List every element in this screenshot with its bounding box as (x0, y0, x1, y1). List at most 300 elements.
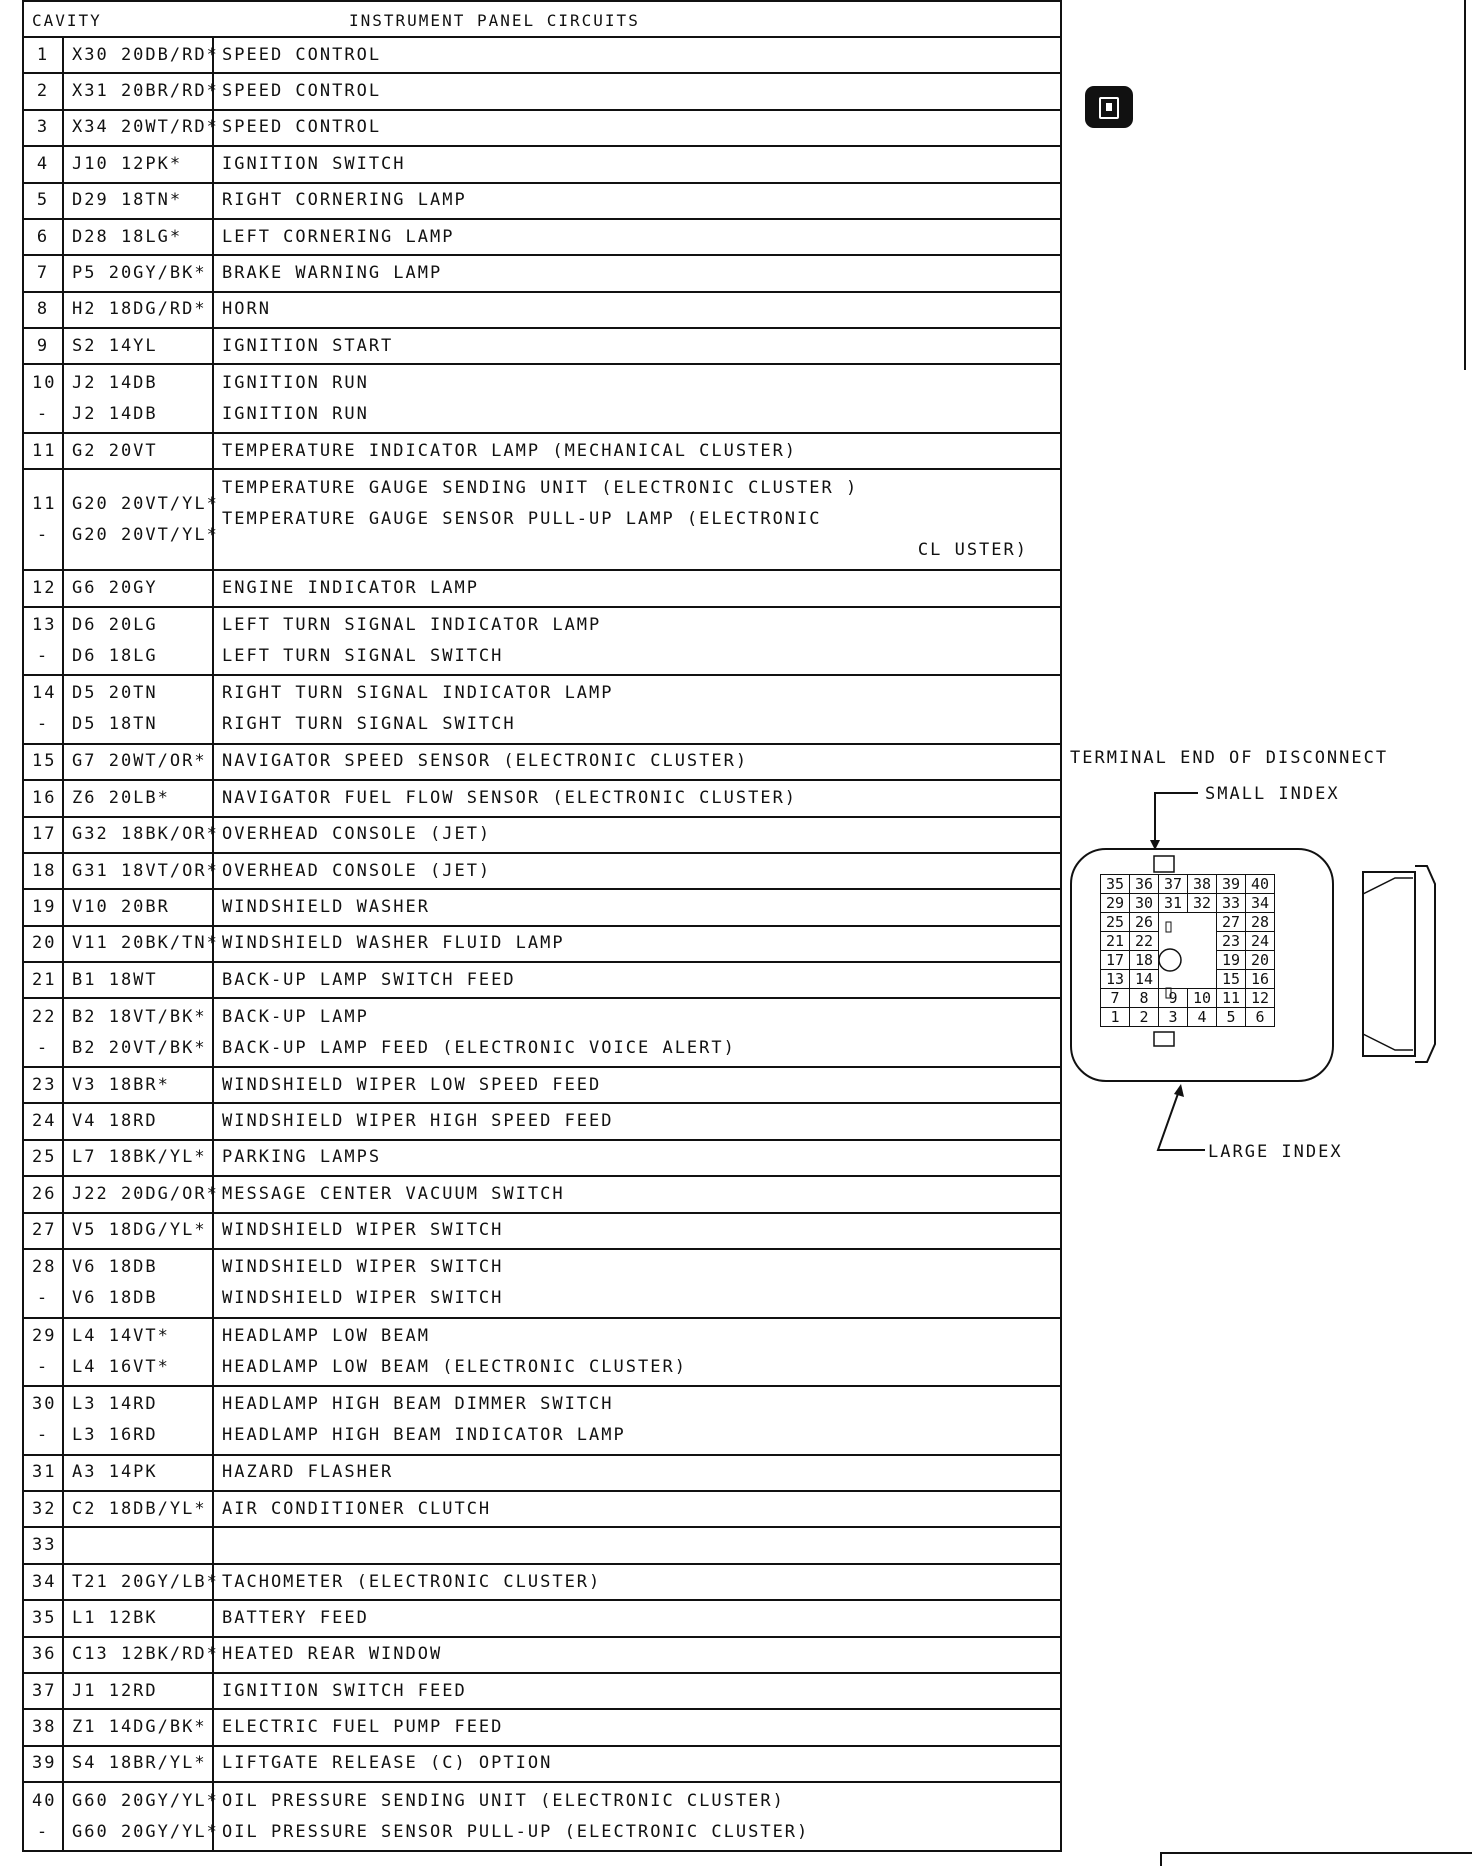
cavity-cell (23, 1067, 63, 1103)
cavity-line: 33 (32, 1535, 57, 1556)
wire-code-line: J1 12RD (72, 1680, 158, 1701)
circuit-description-line: NAVIGATOR SPEED SENSOR (ELECTRONIC CLUSTER) (222, 751, 749, 772)
table-row (23, 926, 1061, 962)
pin-cavity: 19 (1217, 951, 1246, 970)
wire-code-cell (63, 1318, 213, 1387)
pin-cavity: 14 (1130, 970, 1159, 989)
table-row (23, 433, 1061, 469)
wire-code-line: G20 20VT/YL* (72, 493, 219, 514)
pin-cavity: 35 (1101, 875, 1130, 894)
circuit-description-line: BACK-UP LAMP FEED (ELECTRONIC VOICE ALERT) (222, 1037, 736, 1058)
cavity-cell (23, 817, 63, 853)
wire-code-cell (63, 853, 219, 889)
large-index-label: LARGE INDEX (1208, 1142, 1343, 1162)
table-row (23, 1103, 1061, 1139)
cavity-line: 15 (32, 751, 57, 772)
circuit-description-cell (213, 433, 1061, 469)
wire-code-cell (63, 1213, 213, 1249)
diagram-title: TERMINAL END OF DISCONNECT (1070, 748, 1389, 768)
table-row (23, 37, 1061, 73)
table-row (23, 780, 1061, 816)
wire-code-cell (63, 1103, 213, 1139)
circuit-description-line: WINDSHIELD WASHER FLUID LAMP (222, 933, 565, 954)
wire-code-line: V10 20BR (72, 896, 170, 917)
table-row (23, 1637, 1061, 1673)
circuit-description-cell (213, 817, 1061, 853)
cavity-cell (23, 37, 63, 73)
cavity-cell (23, 1673, 63, 1709)
cavity-cell (23, 853, 63, 889)
wire-code-cell (63, 780, 213, 816)
wire-code-line: J2 14DB (72, 403, 158, 424)
wire-code-line: D29 18TN* (72, 190, 183, 211)
pin-cavity: 11 (1217, 989, 1246, 1008)
wire-code-line: C13 12BK/RD* (72, 1644, 219, 1665)
wire-code-line: C2 18DB/YL* (72, 1498, 207, 1519)
cavity-line: 22 (32, 1006, 57, 1027)
table-row (23, 183, 1061, 219)
table-row (23, 1709, 1061, 1745)
cavity-cell (23, 183, 63, 219)
table-row (23, 146, 1061, 182)
cavity-line: 4 (36, 153, 50, 174)
table-row (23, 570, 1061, 606)
cavity-cell (23, 292, 63, 328)
pin-cavity: 28 (1246, 913, 1275, 932)
table-row (23, 1213, 1061, 1249)
cavity-line: - (36, 403, 50, 424)
circuit-description-line: RIGHT TURN SIGNAL SWITCH (222, 714, 516, 735)
cavity-line: 36 (32, 1644, 57, 1665)
connector-side-view (1355, 864, 1465, 1064)
pin-cavity: 5 (1217, 1008, 1246, 1027)
cavity-line: 21 (32, 969, 57, 990)
pin-cavity: 7 (1101, 989, 1130, 1008)
wire-code-line: J2 14DB (72, 372, 158, 393)
circuit-description-line: LEFT CORNERING LAMP (222, 226, 455, 247)
wire-code-line: L3 16RD (72, 1425, 158, 1446)
circuit-description-cell (213, 570, 1061, 606)
cavity-cell (23, 1249, 63, 1318)
wire-code-cell (63, 1709, 213, 1745)
cavity-line: - (36, 524, 50, 545)
cavity-cell (23, 744, 63, 780)
circuit-description-line (222, 1531, 1052, 1561)
cavity-cell (23, 1564, 63, 1600)
pin-cavity: 24 (1246, 932, 1275, 951)
wire-code-line: J22 20DG/OR* (72, 1183, 219, 1204)
cavity-line: 8 (36, 299, 50, 320)
table-row (23, 110, 1061, 146)
wire-code-line: D5 20TN (72, 683, 158, 704)
table-row (23, 675, 1061, 744)
circuit-description-line: NAVIGATOR FUEL FLOW SENSOR (ELECTRONIC CLUSTER) (222, 787, 798, 808)
wire-code-cell (63, 1673, 213, 1709)
circuit-description-line: SPEED CONTROL (222, 117, 382, 138)
circuit-description-line: WINDSHIELD WIPER SWITCH (222, 1257, 504, 1278)
wire-code-line: S2 14YL (72, 335, 158, 356)
circuit-description-cell (213, 1782, 1061, 1851)
wire-code-cell (63, 1564, 219, 1600)
circuit-description-line: HEADLAMP HIGH BEAM DIMMER SWITCH (222, 1394, 614, 1415)
wire-code-line: X31 20BR/RD* (72, 81, 219, 102)
cavity-cell (23, 469, 63, 570)
wire-code-cell (63, 1746, 213, 1782)
circuit-description-cell (213, 1746, 1061, 1782)
circuit-description-cell (213, 1249, 1061, 1318)
circuit-description-line: BRAKE WARNING LAMP (222, 262, 443, 283)
wire-code-line: Z6 20LB* (72, 787, 170, 808)
cavity-line: - (36, 1288, 50, 1309)
circuit-description-line: IGNITION SWITCH FEED (222, 1680, 467, 1701)
circuit-description-line: HEATED REAR WINDOW (222, 1644, 443, 1665)
table-row (23, 607, 1061, 676)
circuit-description-cell (213, 889, 1061, 925)
wire-code-line: V6 18DB (72, 1288, 158, 1309)
circuit-description-line: TACHOMETER (ELECTRONIC CLUSTER) (222, 1571, 602, 1592)
table-row (23, 1600, 1061, 1636)
wire-code-line: G7 20WT/OR* (72, 751, 207, 772)
wire-code-cell (63, 1637, 219, 1673)
wire-code-cell (63, 926, 219, 962)
cavity-line: 11 (32, 440, 57, 461)
pin-cavity: 37 (1159, 875, 1188, 894)
wire-code-line: X34 20WT/RD* (72, 117, 219, 138)
circuit-description-cell (213, 1140, 1061, 1176)
circuit-description-line: OVERHEAD CONSOLE (JET) (222, 824, 492, 845)
pin-cavity: 39 (1217, 875, 1246, 894)
circuit-description-cell (213, 1673, 1061, 1709)
wire-code-line: V3 18BR* (72, 1074, 170, 1095)
cavity-line: 12 (32, 577, 57, 598)
pin-cavity: 23 (1217, 932, 1246, 951)
wire-code-cell (63, 744, 213, 780)
circuit-description-cell (213, 1318, 1061, 1387)
pin-cavity: 30 (1130, 894, 1159, 913)
table-title: INSTRUMENT PANEL CIRCUITS (349, 11, 640, 30)
circuit-description-line: WINDSHIELD WASHER (222, 896, 430, 917)
circuit-description-cell (213, 607, 1061, 676)
wire-code-line: S4 18BR/YL* (72, 1753, 207, 1774)
table-row (23, 817, 1061, 853)
cavity-line: 2 (36, 81, 50, 102)
wire-code-cell (63, 675, 213, 744)
cavity-line: 30 (32, 1394, 57, 1415)
cavity-cell (23, 1213, 63, 1249)
circuit-description-line: PARKING LAMPS (222, 1147, 382, 1168)
wire-code-line: B2 18VT/BK* (72, 1006, 207, 1027)
wire-code-line: G31 18VT/OR* (72, 860, 219, 881)
wire-code-line: V5 18DG/YL* (72, 1220, 207, 1241)
wire-code-cell (63, 1386, 213, 1455)
cavity-cell (23, 1600, 63, 1636)
cavity-cell (23, 926, 63, 962)
table-row (23, 1527, 1061, 1563)
instrument-panel-circuits-table (22, 0, 1062, 1852)
pin-cavity: 34 (1246, 894, 1275, 913)
cavity-cell (23, 889, 63, 925)
circuit-description-line: TEMPERATURE GAUGE SENSOR PULL-UP LAMP (ELECTRONIC (222, 509, 822, 530)
pin-cavity: 10 (1188, 989, 1217, 1008)
wire-code-line: D6 18LG (72, 645, 158, 666)
pin-cavity: 25 (1101, 913, 1130, 932)
circuit-description-cell (213, 1637, 1061, 1673)
cavity-line: 20 (32, 933, 57, 954)
cavity-cell (23, 1637, 63, 1673)
cavity-column-label: CAVITY (32, 11, 102, 30)
cavity-cell (23, 1103, 63, 1139)
pin-cavity: 4 (1188, 1008, 1217, 1027)
circuit-description-line: WINDSHIELD WIPER HIGH SPEED FEED (222, 1111, 614, 1132)
table-row (23, 1564, 1061, 1600)
wire-code-line: V6 18DB (72, 1257, 158, 1278)
circuit-description-line: LIFTGATE RELEASE (C) OPTION (222, 1753, 553, 1774)
pin-cavity: 15 (1217, 970, 1246, 989)
circuit-description-line: TEMPERATURE GAUGE SENDING UNIT (ELECTRONIC CLUSTER ) (222, 478, 859, 499)
cavity-line: 6 (36, 226, 50, 247)
cavity-line: - (36, 1037, 50, 1058)
wire-code-cell (63, 219, 213, 255)
wire-code-cell (63, 1455, 213, 1491)
wire-code-line: D6 20LG (72, 614, 158, 635)
wire-code-line: L4 16VT* (72, 1356, 170, 1377)
table-row (23, 962, 1061, 998)
wire-code-cell (63, 110, 219, 146)
pin-cavity: 18 (1130, 951, 1159, 970)
cavity-line: 26 (32, 1183, 57, 1204)
table-row (23, 364, 1061, 433)
wire-code-cell (63, 328, 213, 364)
table-header-cell (23, 1, 1061, 37)
cavity-line: 19 (32, 896, 57, 917)
pin-cavity: 17 (1101, 951, 1130, 970)
table-row (23, 1782, 1061, 1851)
circuit-description-cell (213, 1213, 1061, 1249)
table-row (23, 255, 1061, 291)
table-row (23, 1249, 1061, 1318)
circuit-description-line: OIL PRESSURE SENSOR PULL-UP (ELECTRONIC CLUSTER) (222, 1821, 810, 1842)
circuit-description-line: LEFT TURN SIGNAL INDICATOR LAMP (222, 614, 602, 635)
wire-code-line: G20 20VT/YL* (72, 524, 219, 545)
cavity-cell (23, 1318, 63, 1387)
wire-code-cell (63, 364, 213, 433)
cavity-line: 10 (32, 372, 57, 393)
table-row (23, 744, 1061, 780)
wire-code-line: T21 20GY/LB* (72, 1571, 219, 1592)
wire-code-line: V4 18RD (72, 1111, 158, 1132)
cavity-line: 11 (32, 493, 57, 514)
circuit-description-cell (213, 219, 1061, 255)
wire-code-line (72, 1531, 204, 1561)
table-header-row (23, 1, 1061, 37)
cavity-cell (23, 1140, 63, 1176)
pin-cavity: 31 (1159, 894, 1188, 913)
cavity-cell (23, 1746, 63, 1782)
cavity-line: 37 (32, 1680, 57, 1701)
circuit-table-body (23, 1, 1061, 1851)
circuit-description-cell (213, 183, 1061, 219)
circuit-description-line: HAZARD FLASHER (222, 1462, 394, 1483)
table-row (23, 1455, 1061, 1491)
wire-code-cell (63, 146, 213, 182)
connector-symbol-icon (1085, 86, 1133, 128)
circuit-description-cell (213, 146, 1061, 182)
wire-code-cell (63, 1140, 213, 1176)
wire-code-line: J10 12PK* (72, 153, 183, 174)
circuit-description-cell (213, 469, 1061, 570)
circuit-table-area (22, 0, 1062, 1852)
circuit-description-cell (213, 1103, 1061, 1139)
circuit-description-cell (213, 1455, 1061, 1491)
wire-code-cell (63, 998, 213, 1067)
circuit-description-cell (213, 744, 1061, 780)
pin-cavity: 27 (1217, 913, 1246, 932)
pin-cavity: 26 (1130, 913, 1159, 932)
circuit-description-line: HEADLAMP LOW BEAM (ELECTRONIC CLUSTER) (222, 1356, 687, 1377)
wire-code-line: L1 12BK (72, 1607, 158, 1628)
wire-code-line: G60 20GY/YL* (72, 1790, 219, 1811)
wire-code-cell (63, 1782, 219, 1851)
pin-cavity: 40 (1246, 875, 1275, 894)
circuit-description-cell (213, 1600, 1061, 1636)
circuit-description-line: RIGHT TURN SIGNAL INDICATOR LAMP (222, 683, 614, 704)
cavity-cell (23, 110, 63, 146)
circuit-description-cell (213, 328, 1061, 364)
cavity-cell (23, 1491, 63, 1527)
cavity-cell (23, 1455, 63, 1491)
circuit-description-line: WINDSHIELD WIPER SWITCH (222, 1220, 504, 1241)
table-row (23, 1318, 1061, 1387)
wire-code-cell (63, 1249, 213, 1318)
circuit-description-line: SPEED CONTROL (222, 81, 382, 102)
cavity-line: - (36, 1821, 50, 1842)
circuit-description-line: CL USTER) (917, 540, 1028, 561)
circuit-description-line: HEADLAMP LOW BEAM (222, 1325, 430, 1346)
wire-code-line: G60 20GY/YL* (72, 1821, 219, 1842)
pin-cavity: 2 (1130, 1008, 1159, 1027)
circuit-description-line: RIGHT CORNERING LAMP (222, 190, 467, 211)
table-row (23, 889, 1061, 925)
cavity-cell (23, 73, 63, 109)
circuit-description-line: IGNITION START (222, 335, 394, 356)
cavity-line: 3 (36, 117, 50, 138)
cavity-line: - (36, 714, 50, 735)
wire-code-line: B1 18WT (72, 969, 158, 990)
wire-code-cell (63, 817, 219, 853)
wire-code-line: G32 18BK/OR* (72, 824, 219, 845)
table-row (23, 998, 1061, 1067)
wire-code-line: P5 20GY/BK* (72, 262, 207, 283)
cavity-cell (23, 780, 63, 816)
pin-cavity: 20 (1246, 951, 1275, 970)
pin-cavity: 29 (1101, 894, 1130, 913)
cavity-line: 24 (32, 1111, 57, 1132)
cavity-line: 35 (32, 1607, 57, 1628)
cavity-line: 29 (32, 1325, 57, 1346)
cavity-line: 34 (32, 1571, 57, 1592)
cavity-cell (23, 255, 63, 291)
circuit-description-cell (213, 1067, 1061, 1103)
circuit-description-line: BATTERY FEED (222, 1607, 369, 1628)
circuit-description-cell (213, 1709, 1061, 1745)
wire-code-cell (63, 1491, 213, 1527)
circuit-description-cell (213, 1176, 1061, 1212)
wire-code-line: Z1 14DG/BK* (72, 1717, 207, 1738)
wire-code-cell (63, 1600, 213, 1636)
pin-cavity: 13 (1101, 970, 1130, 989)
circuit-description-line: IGNITION RUN (222, 403, 369, 424)
wire-code-cell (63, 73, 219, 109)
cavity-line: 25 (32, 1147, 57, 1168)
circuit-description-line: BACK-UP LAMP SWITCH FEED (222, 969, 516, 990)
cavity-cell (23, 364, 63, 433)
cavity-cell (23, 1782, 63, 1851)
wire-code-cell (63, 37, 219, 73)
pin-cavity: 16 (1246, 970, 1275, 989)
cavity-cell (23, 219, 63, 255)
wire-code-cell (63, 570, 213, 606)
pin-cavity: 32 (1188, 894, 1217, 913)
table-row (23, 73, 1061, 109)
circuit-description-cell (213, 1564, 1061, 1600)
pin-cavity: 36 (1130, 875, 1159, 894)
cavity-cell (23, 1176, 63, 1212)
connector-diagram (1070, 748, 1470, 1168)
table-row (23, 1491, 1061, 1527)
wire-code-line: L4 14VT* (72, 1325, 170, 1346)
cavity-line: 17 (32, 824, 57, 845)
small-index-label: SMALL INDEX (1205, 784, 1340, 804)
cavity-cell (23, 146, 63, 182)
circuit-description-line: WINDSHIELD WIPER LOW SPEED FEED (222, 1074, 602, 1095)
cavity-cell (23, 433, 63, 469)
wire-code-cell (63, 889, 213, 925)
circuit-description-line: OVERHEAD CONSOLE (JET) (222, 860, 492, 881)
pin-cavity: 12 (1246, 989, 1275, 1008)
wire-code-line: A3 14PK (72, 1462, 158, 1483)
wire-code-line: X30 20DB/RD* (72, 44, 219, 65)
cavity-line: 14 (32, 683, 57, 704)
cavity-cell (23, 1709, 63, 1745)
cavity-line: 18 (32, 860, 57, 881)
pin-cavity: 21 (1101, 932, 1130, 951)
wire-code-line: B2 20VT/BK* (72, 1037, 207, 1058)
wire-code-cell (63, 292, 213, 328)
cavity-line: 28 (32, 1257, 57, 1278)
circuit-description-cell (213, 1491, 1061, 1527)
circuit-description-cell (213, 853, 1061, 889)
circuit-description-cell (213, 110, 1061, 146)
wire-code-cell (63, 469, 219, 570)
cavity-line: - (36, 1425, 50, 1446)
cavity-cell (23, 962, 63, 998)
circuit-description-cell (213, 255, 1061, 291)
wire-code-line: D5 18TN (72, 714, 158, 735)
cavity-line: 7 (36, 262, 50, 283)
pin-cavity: 3 (1159, 1008, 1188, 1027)
wire-code-line: D28 18LG* (72, 226, 183, 247)
table-row (23, 1140, 1061, 1176)
wire-code-cell (63, 183, 213, 219)
circuit-description-cell (213, 73, 1061, 109)
cavity-line: 13 (32, 614, 57, 635)
cavity-cell (23, 675, 63, 744)
page-edge-line (1464, 0, 1472, 370)
circuit-description-line: BACK-UP LAMP (222, 1006, 369, 1027)
cavity-line: 27 (32, 1220, 57, 1241)
wire-code-line: L7 18BK/YL* (72, 1147, 207, 1168)
wire-code-line: G2 20VT (72, 440, 158, 461)
